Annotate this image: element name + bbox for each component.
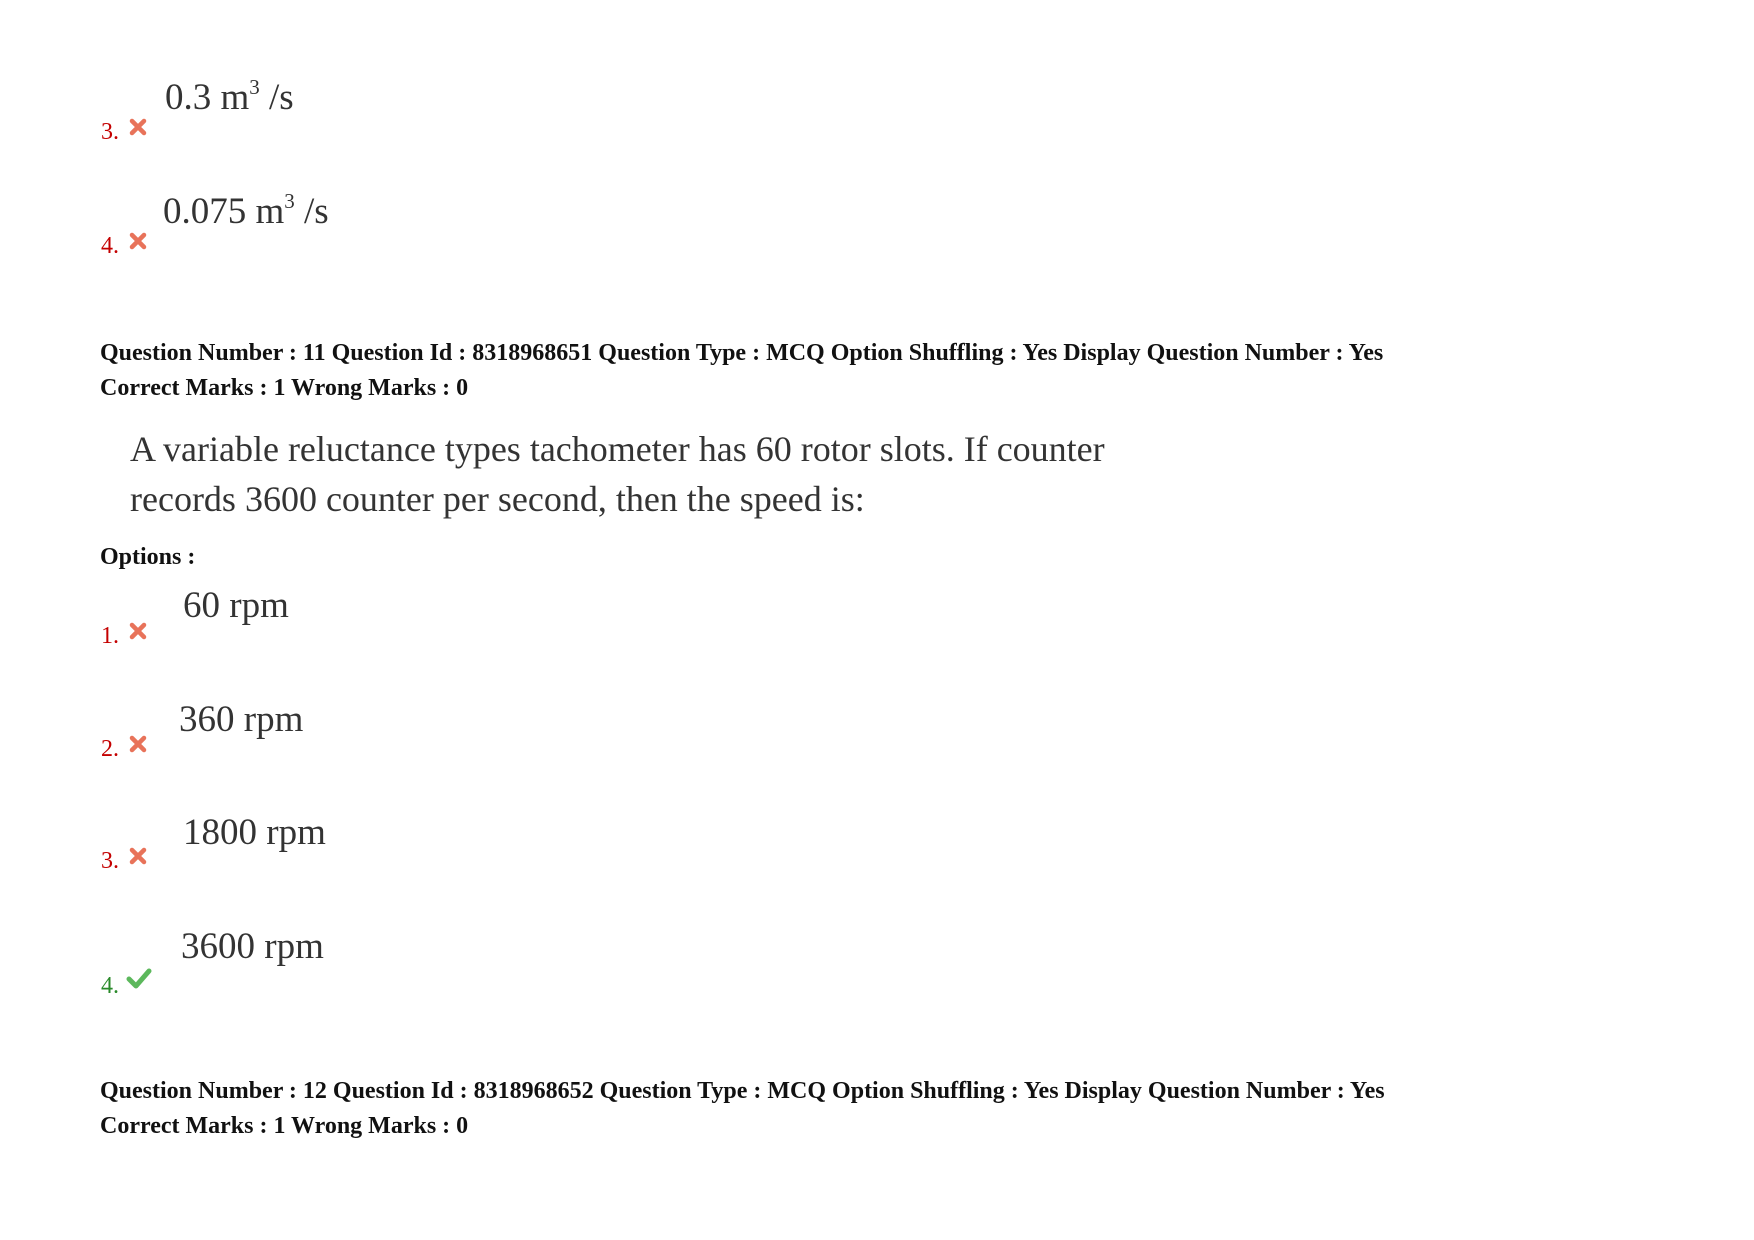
question-meta-line: Question Number : 12 Question Id : 8318968652 Question Type : MCQ Option Shuffling : Yes Display Question Number : Yes xyxy=(100,1078,1385,1104)
option-image-4-prev: 0.075 $m^3$ /s xyxy=(163,189,329,232)
option-number: 2. xyxy=(101,736,119,762)
question-text-line: records 3600 counter per second, then the speed is: xyxy=(130,479,865,519)
check-mark-icon xyxy=(126,967,152,994)
cross-mark-icon xyxy=(128,734,148,759)
option-number: 4. xyxy=(101,973,119,999)
option-image-3-prev: 0.3 $m^3$ /s xyxy=(165,75,294,118)
question-marks-line: Correct Marks : 1 Wrong Marks : 0 xyxy=(100,375,469,401)
options-label: Options : xyxy=(100,544,196,570)
cross-mark-icon xyxy=(128,117,148,142)
question-meta-line: Question Number : 11 Question Id : 8318968651 Question Type : MCQ Option Shuffling : Yes Display Question Number : Yes xyxy=(100,340,1384,366)
question-marks-line: Correct Marks : 1 Wrong Marks : 0 xyxy=(100,1113,469,1139)
option-number: 1. xyxy=(101,623,119,649)
option-number: 3. xyxy=(101,119,119,145)
option-text: 3600 rpm xyxy=(181,926,324,967)
option-text: 360 rpm xyxy=(179,699,304,740)
question-text-line: A variable reluctance types tachometer has 60 rotor slots. If counter xyxy=(130,429,1105,469)
option-number: 4. xyxy=(101,233,119,259)
option-text: 1800 rpm xyxy=(183,812,326,853)
cross-mark-icon xyxy=(128,621,148,646)
option-text: 60 rpm xyxy=(183,585,289,626)
option-number: 3. xyxy=(101,848,119,874)
cross-mark-icon xyxy=(128,846,148,871)
cross-mark-icon xyxy=(128,231,148,256)
